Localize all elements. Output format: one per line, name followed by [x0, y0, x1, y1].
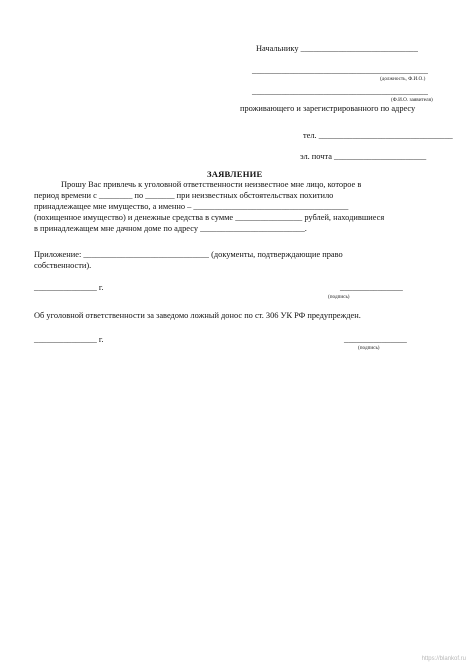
signature-line-1: _______________	[340, 283, 403, 292]
signature-caption-2: (подпись)	[358, 345, 380, 351]
body-line-5: в принадлежащем мне дачном доме по адресу _________________________.	[34, 224, 307, 233]
applicant-blank-line: __________________________________________	[252, 87, 428, 96]
false-report-warning: Об уголовной ответственности за заведомо ложный донос по ст. 306 УК РФ предупрежден.	[34, 311, 361, 320]
residence-line: проживающего и зарегистрированного по адресу	[240, 104, 416, 113]
body-line-1: Прошу Вас привлечь к уголовной ответственности неизвестное мне лицо, которое в	[61, 180, 362, 189]
addressee-line: Начальнику ____________________________	[256, 44, 418, 53]
date-line-1: _______________ г.	[34, 283, 104, 292]
attachment-line-2: собственности).	[34, 261, 92, 270]
phone-line: тел. ________________________________	[303, 131, 453, 140]
body-line-4: (похищенное имущество) и денежные средства в сумме ________________ рублей, находившиеся	[34, 213, 385, 222]
body-line-3: принадлежащее мне имущество, а именно – _____________________________________	[34, 202, 349, 211]
date-line-2: _______________ г.	[34, 335, 104, 344]
signature-line-2: _______________	[344, 335, 407, 344]
position-caption: (должность, Ф.И.О.)	[380, 76, 426, 82]
site-watermark: https://blankof.ru	[421, 655, 466, 662]
document-title: ЗАЯВЛЕНИЕ	[207, 169, 263, 179]
body-line-2: период времени с ________ по _______ при неизвестных обстоятельствах похитило	[34, 191, 334, 200]
addressee-blank-line: __________________________________________	[252, 66, 428, 75]
applicant-caption: (Ф.И.О. заявителя)	[391, 97, 433, 103]
signature-caption-1: (подпись)	[328, 294, 350, 300]
attachment-line-1: Приложение: ______________________________ (документы, подтверждающие право	[34, 250, 343, 259]
email-line: эл. почта ______________________	[300, 152, 427, 161]
